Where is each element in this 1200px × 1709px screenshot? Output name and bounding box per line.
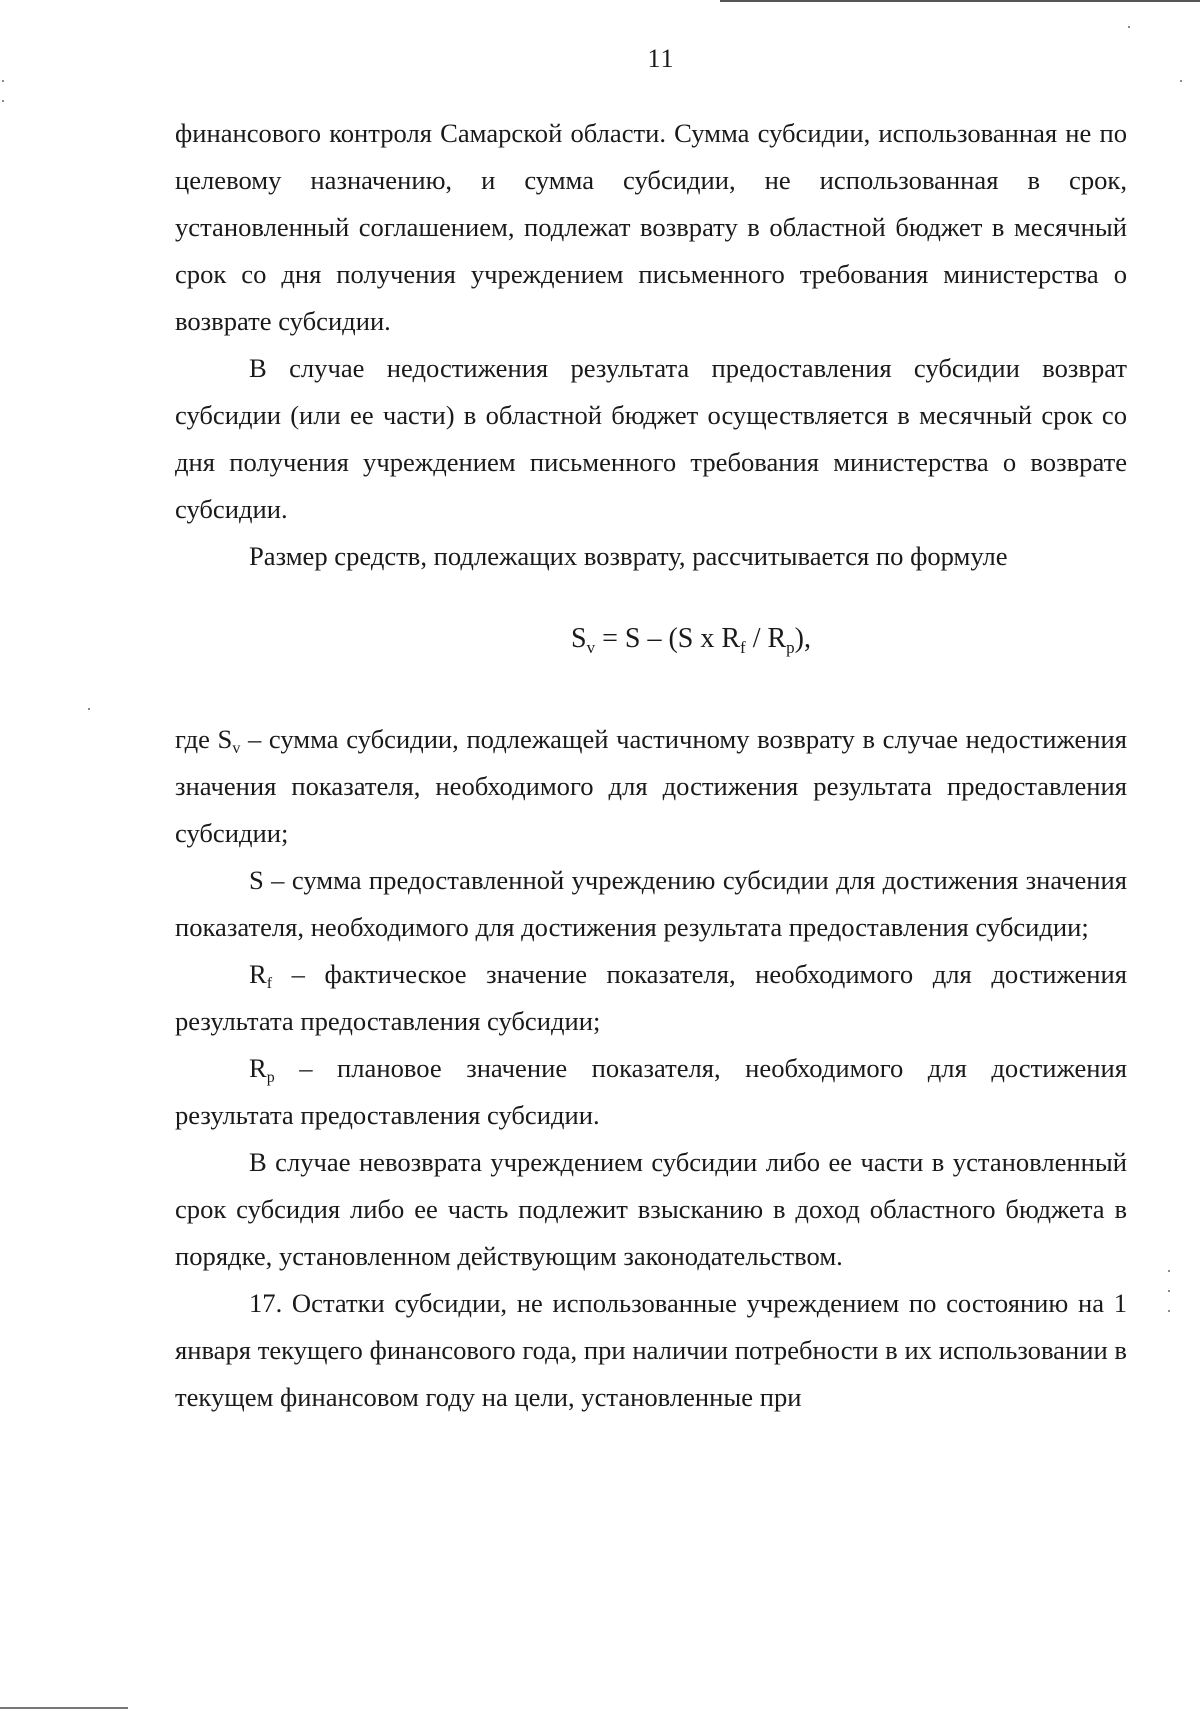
variable-subscript: v	[232, 740, 241, 757]
formula-subscript: v	[586, 638, 596, 657]
formula-part: S	[571, 623, 587, 654]
paragraph-5: S – сумма предоставленной учреждению субсидии для достижения значения показателя, необходимого для достижения результата предоставления субсидии;	[175, 865, 1127, 942]
scan-speck	[2, 100, 4, 102]
variable-name: R	[249, 1053, 267, 1083]
paragraph-3: Размер средств, подлежащих возврату, рассчитывается по формуле	[249, 541, 1008, 571]
paragraph-8: В случае невозврата учреждением субсидии либо ее части в установленный срок субсидия либо ее часть подлежит взысканию в доход областного бюджета в порядке, установленном действующим законодательством.	[175, 1147, 1127, 1271]
paragraph-1: финансового контроля Самарской области. Сумма субсидии, использованная не по целевому назначению, и сумма субсидии, не использованная в срок, установленный соглашением, подлежат возврату в областной бюджет в месячный срок со дня получения учреждением письменного требования министерства о возврате субсидии.	[175, 118, 1127, 336]
definition-prefix: где S	[175, 724, 233, 754]
top-edge-line	[720, 0, 1200, 2]
definition-text: – сумма субсидии, подлежащей частичному возврату в случае недостижения значения показателя, необходимого для достижения результата предоставления субсидии;	[175, 724, 1127, 848]
formula-part: / R	[745, 623, 787, 654]
document-body	[175, 110, 1127, 1421]
scan-speck	[2, 80, 4, 82]
scan-speck	[88, 708, 90, 710]
scan-speck	[1180, 80, 1182, 82]
variable-name: R	[249, 959, 267, 989]
paragraph-9: 17. Остатки субсидии, не использованные учреждением по состоянию на 1 января текущего финансового года, при наличии потребности в их использовании в текущем финансовом году на цели, установленные при	[175, 1288, 1127, 1412]
definition-text: – плановое значение показателя, необходимого для достижения результата предоставления субсидии.	[175, 1053, 1127, 1130]
formula-part: = S – (S x R	[595, 623, 741, 654]
variable-subscript: p	[266, 1069, 275, 1086]
paragraph-7	[175, 1045, 1127, 1139]
variable-subscript: f	[266, 975, 273, 992]
scan-speck	[1168, 1290, 1170, 1292]
definition-text: – фактическое значение показателя, необходимого для достижения результата предоставления субсидии;	[175, 959, 1127, 1036]
scan-speck	[1168, 1270, 1170, 1272]
scan-speck	[1168, 1310, 1170, 1312]
paragraph-2: В случае недостижения результата предоставления субсидии возврат субсидии (или ее части) в областной бюджет осуществляется в месячный срок со дня получения учреждением письменного требования министерства о возврате субсидии.	[175, 353, 1127, 524]
scan-speck	[1128, 26, 1130, 28]
paragraph-4	[175, 716, 1127, 857]
formula	[175, 608, 1127, 670]
formula-part: ),	[794, 623, 811, 654]
paragraph-6	[175, 951, 1127, 1045]
page-number: 11	[647, 44, 675, 73]
formula-subscript: p	[786, 638, 795, 657]
formula-subscript: f	[740, 638, 746, 657]
